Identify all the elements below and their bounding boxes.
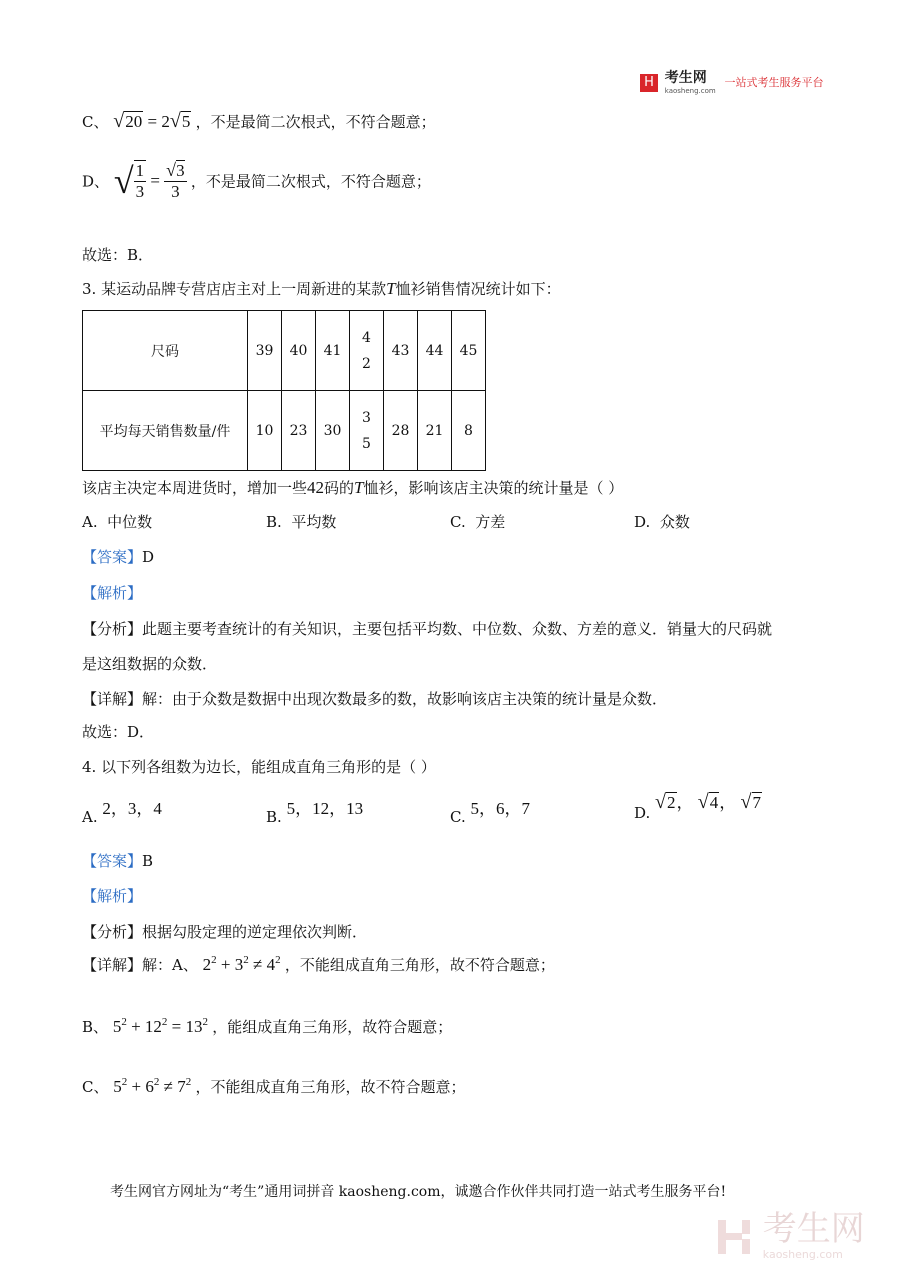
- table-cell: 23: [282, 391, 316, 471]
- q4-fenxi: 【分析】根据勾股定理的逆定理依次判断．: [82, 923, 368, 941]
- q4-analysis-tag: 【解析】: [82, 887, 143, 905]
- footer-text: 考生网官方网址为“考生”通用词拼音 kaosheng.com，诚邀合作伙伴共同打造一站式考生服务平台!: [110, 1184, 727, 1200]
- q2-d-expression: √ $\frac{1}{3}$ = $\frac{√3}{3}$: [113, 160, 185, 201]
- q3-answer: 【答案】D: [82, 548, 155, 566]
- table-cell: 3 5: [350, 391, 384, 471]
- watermark-logo-icon: [716, 1216, 758, 1258]
- table-cell: 39: [248, 311, 282, 391]
- q3-question: 该店主决定本周进货时，增加一些42码的T恤衫，影响该店主决策的统计量是（ ）: [82, 478, 624, 497]
- table-cell: 4 2: [350, 311, 384, 391]
- header-slogan: 一站式考生服务平台: [724, 76, 824, 89]
- logo-name: 考生网: [664, 70, 707, 86]
- q3-fenxi-line1: 【分析】此题主要考查统计的有关知识，主要包括平均数、中位数、众数、方差的意义．销量大的尺码就: [82, 620, 773, 638]
- table-cell: 45: [452, 311, 486, 391]
- q3-conclusion: 故选：D．: [82, 723, 155, 741]
- table-cell: 44: [418, 311, 452, 391]
- q4-detail-a: 【详解】解：A、 $2^2 + 3^2 \ne 4^2$ ，不能组成直角三角形，故不符合题意；: [82, 954, 555, 974]
- logo-badge-icon: H: [640, 74, 658, 92]
- q3-analysis-tag: 【解析】: [82, 584, 143, 602]
- q4-exp-a: $2^2 + 3^2 \ne 4^2$: [202, 954, 281, 974]
- q3-stem: 3. 某运动品牌专营店店主对上一周新进的某款T恤衫销售情况统计如下：: [82, 279, 561, 298]
- q3-fenxi-line2: 是这组数据的众数．: [82, 655, 218, 673]
- q4-option-a: A. 2，3，4: [82, 799, 162, 826]
- q2-c-text: ，不是最简二次根式，不符合题意；: [195, 113, 436, 131]
- q2-c-label: C、: [82, 113, 109, 131]
- watermark-domain: kaosheng.com: [762, 1248, 843, 1261]
- table-cell: 21: [418, 391, 452, 471]
- q3-option-a: A. 中位数: [82, 513, 153, 531]
- table-row: [83, 311, 486, 391]
- watermark-name: 考生网: [762, 1209, 865, 1249]
- table-header-size: 尺码: [83, 311, 248, 391]
- logo-domain: kaosheng.com: [664, 87, 716, 95]
- q2-option-c-line: [82, 106, 436, 137]
- table-cell: 28: [384, 391, 418, 471]
- q4-option-c: C. 5，6，7: [450, 799, 530, 826]
- q2-option-d-line: [82, 160, 431, 202]
- table-cell: 43: [384, 311, 418, 391]
- q2-d-label: D、: [82, 172, 110, 191]
- table-header-sales: 平均每天销售数量/件: [83, 391, 248, 471]
- q3-option-d: D. 众数: [634, 513, 690, 531]
- table-cell: 40: [282, 311, 316, 391]
- q2-conclusion: 故选：B．: [82, 246, 154, 264]
- table-cell: 41: [316, 311, 350, 391]
- q3-detail: 【详解】解：由于众数是数据中出现次数最多的数，故影响该店主决策的统计量是众数．: [82, 690, 668, 708]
- q3-option-b: B. 平均数: [266, 513, 337, 531]
- q4-detail-b: B、 $5^2 + 12^2 = 13^2$ ，能组成直角三角形，故符合题意；: [82, 1016, 453, 1036]
- q4-answer: 【答案】B: [82, 852, 154, 870]
- table-row: [83, 391, 486, 471]
- q2-c-expression: √20 = 2√5: [113, 110, 191, 132]
- table-cell: 10: [248, 391, 282, 471]
- q4-option-d: D. √2， √4， √7: [634, 791, 761, 822]
- q3-option-c: C. 方差: [450, 513, 506, 531]
- q4-exp-b: $5^2 + 12^2 = 13^2$: [112, 1016, 208, 1036]
- table-cell: 8: [452, 391, 486, 471]
- q4-detail-c: C、 $5^2 + 6^2 \ne 7^2$ ，不能组成直角三角形，故不符合题意；: [82, 1076, 466, 1096]
- q3-sales-table: [82, 310, 486, 471]
- site-logo: [640, 72, 824, 96]
- q2-d-text: ，不是最简二次根式，不符合题意；: [190, 172, 431, 191]
- q4-exp-c: $5^2 + 6^2 \ne 7^2$: [113, 1076, 192, 1096]
- q4-stem: 4. 以下列各组数为边长，能组成直角三角形的是（ ）: [82, 758, 436, 776]
- q4-option-b: B. 5，12，13: [266, 799, 364, 826]
- watermark: [716, 1209, 865, 1261]
- table-cell: 30: [316, 391, 350, 471]
